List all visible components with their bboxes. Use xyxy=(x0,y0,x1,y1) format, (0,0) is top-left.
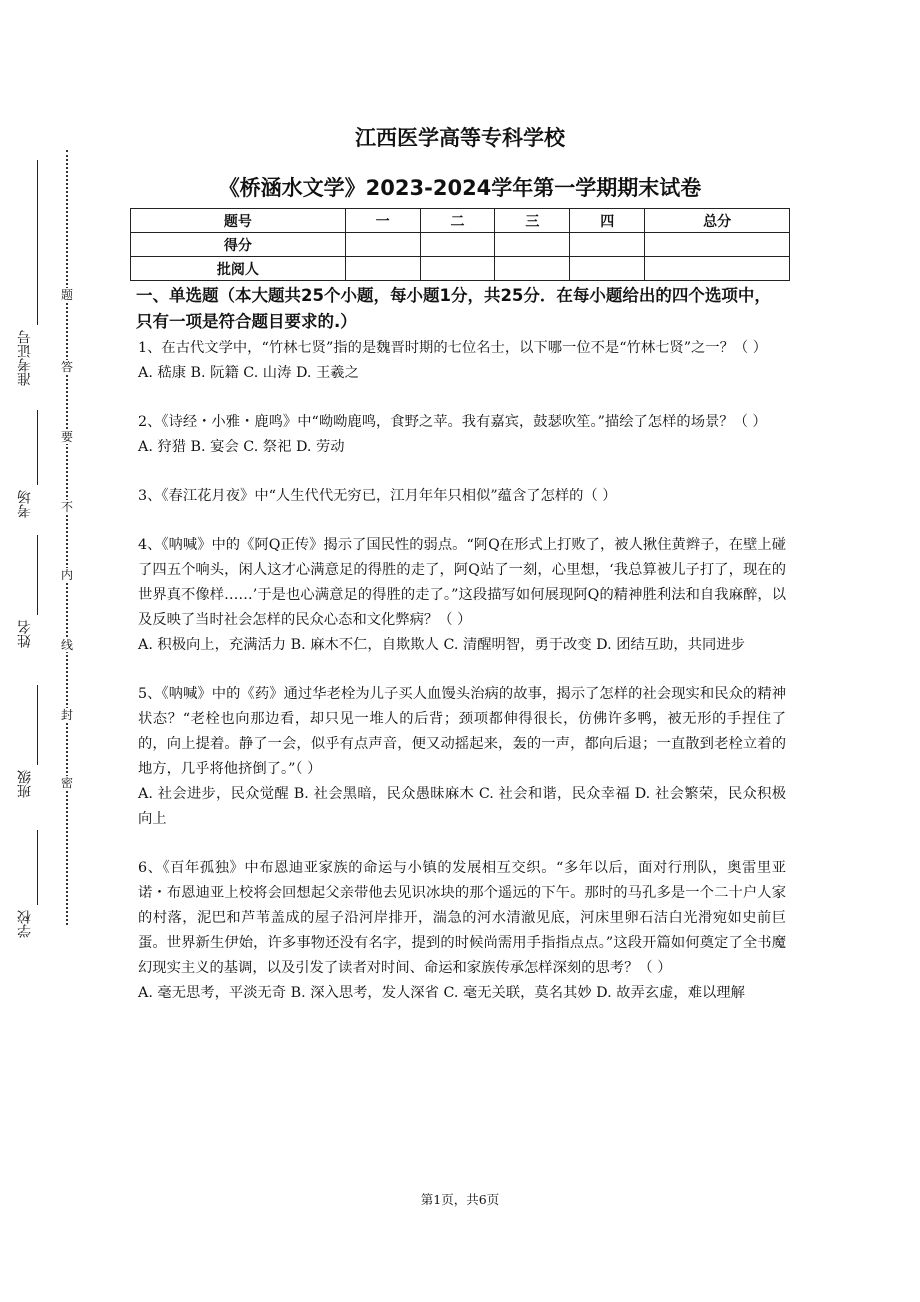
score-table xyxy=(130,208,790,281)
name-label: 姓名 xyxy=(17,620,33,648)
school-title: 江西医学高等专科学校 xyxy=(355,126,565,150)
grader-cell[interactable] xyxy=(570,257,645,281)
exam-room-label: 考场 xyxy=(17,490,33,518)
score-cell[interactable] xyxy=(345,233,420,257)
score-cell[interactable] xyxy=(495,233,570,257)
score-table-header: 题号 xyxy=(131,209,346,233)
school-line xyxy=(37,830,38,905)
question-content xyxy=(138,283,786,1030)
score-table-header: 二 xyxy=(420,209,495,233)
score-table-row xyxy=(131,257,790,281)
score-table-header: 三 xyxy=(495,209,570,233)
score-table-header-row xyxy=(131,209,790,233)
score-row-label: 得分 xyxy=(131,233,346,257)
exam-room-line xyxy=(37,410,38,485)
seal-char: 封 xyxy=(60,708,73,722)
question-stem: 2、《诗经・小雅・鹿鸣》中“呦呦鹿鸣，食野之苹。我有嘉宾，鼓瑟吹笙。”描绘了怎样的场景？（ ） xyxy=(138,414,767,430)
question-options: A. 社会进步，民众觉醒 B. 社会黑暗，民众愚昧麻木 C. 社会和谐，民众幸福 D. 社会繁荣，民众积极向上 xyxy=(138,786,786,827)
class-label: 班级 xyxy=(17,770,33,798)
question-stem: 1、在古代文学中，“竹林七贤”指的是魏晋时期的七位名士，以下哪一位不是“竹林七贤”之一？（ ） xyxy=(138,340,768,356)
seal-char: 要 xyxy=(60,430,73,444)
exam-title: 《桥涵水文学》2023-2024学年第一学期期末试卷 xyxy=(218,176,702,200)
grader-cell[interactable] xyxy=(495,257,570,281)
class-line xyxy=(37,685,38,765)
seal-char: 题 xyxy=(60,288,73,302)
question-stem: 3、《春江花月夜》中“人生代代无穷已，江月年年只相似”蕴含了怎样的（ ） xyxy=(138,488,617,504)
question-options: A. 嵇康 B. 阮籍 C. 山涛 D. 王羲之 xyxy=(138,365,359,381)
question-stem: 4、《呐喊》中的《阿Q正传》揭示了国民性的弱点。“阿Q在形式上打败了，被人揪住黄辫子，在壁上碰了四五个响头，闲人这才心满意足的得胜的走了，阿Q站了一刻，心里想，‘我总算被儿子打了，现在的世界真不像样……’于是也心满意足的得胜的走了。”这段描写如何展现阿Q的精神胜利法和自我麻醉，以及反映了当时社会怎样的民众心态和文化弊病？（ ） xyxy=(138,537,786,628)
grader-cell[interactable] xyxy=(420,257,495,281)
seal-dotted-line xyxy=(66,150,68,925)
question-options: A. 毫无思考，平淡无奇 B. 深入思考，发人深省 C. 毫无关联，莫名其妙 D. 故弄玄虚，难以理解 xyxy=(138,985,745,1001)
question-stem: 5、《呐喊》中的《药》通过华老栓为儿子买人血馒头治病的故事，揭示了怎样的社会现实和民众的精神状态？“老栓也向那边看，却只见一堆人的后背；颈项都伸得很长，仿佛许多鸭，被无形的手捏住了的，向上提着。静了一会，似乎有点声音，便又动摇起来，轰的一声，都向后退；一直散到老栓立着的地方，几乎将他挤倒了。”（ ） xyxy=(138,686,786,777)
seal-char: 线 xyxy=(60,638,73,652)
score-cell[interactable] xyxy=(645,233,790,257)
section-heading: 一、单选题（本大题共25个小题，每小题1分，共25分．在每小题给出的四个选项中，只有一项是符合题目要求的.） xyxy=(136,286,771,331)
score-table-row xyxy=(131,233,790,257)
score-cell[interactable] xyxy=(420,233,495,257)
seal-char: 不 xyxy=(60,500,73,514)
question-stem: 6、《百年孤独》中布恩迪亚家族的命运与小镇的发展相互交织。“多年以后，面对行刑队，奥雷里亚诺・布恩迪亚上校将会回想起父亲带他去见识冰块的那个遥远的下午。那时的马孔多是一个二十户人家的村落，泥巴和芦苇盖成的屋子沿河岸排开，湍急的河水清澈见底，河床里卵石洁白光滑宛如史前巨蛋。世界新生伊始，许多事物还没有名字，提到的时候尚需用手指指点点。”这段开篇如何奠定了全书魔幻现实主义的基调，以及引发了读者对时间、命运和家族传承怎样深刻的思考？（ ） xyxy=(138,860,786,976)
name-line xyxy=(37,535,38,615)
grader-cell[interactable] xyxy=(645,257,790,281)
question-gap xyxy=(138,509,786,533)
school-label: 学校 xyxy=(17,910,33,938)
score-table-header: 总分 xyxy=(645,209,790,233)
seal-char: 密 xyxy=(60,776,73,790)
score-table-header: 四 xyxy=(570,209,645,233)
question-options: A. 积极向上，充满活力 B. 麻木不仁，自欺欺人 C. 清醒明智，勇于改变 D. 团结互助，共同进步 xyxy=(138,637,745,653)
page-footer: 第1页，共6页 xyxy=(420,1192,500,1207)
question-options: A. 狩猎 B. 宴会 C. 祭祀 D. 劳动 xyxy=(138,439,345,455)
seal-char: 内 xyxy=(60,568,73,582)
score-table-header: 一 xyxy=(345,209,420,233)
seal-char: 答 xyxy=(60,360,73,374)
score-cell[interactable] xyxy=(570,233,645,257)
score-row-label: 批阅人 xyxy=(131,257,346,281)
grader-cell[interactable] xyxy=(345,257,420,281)
exam-number-label: 准考证号 xyxy=(17,330,33,386)
